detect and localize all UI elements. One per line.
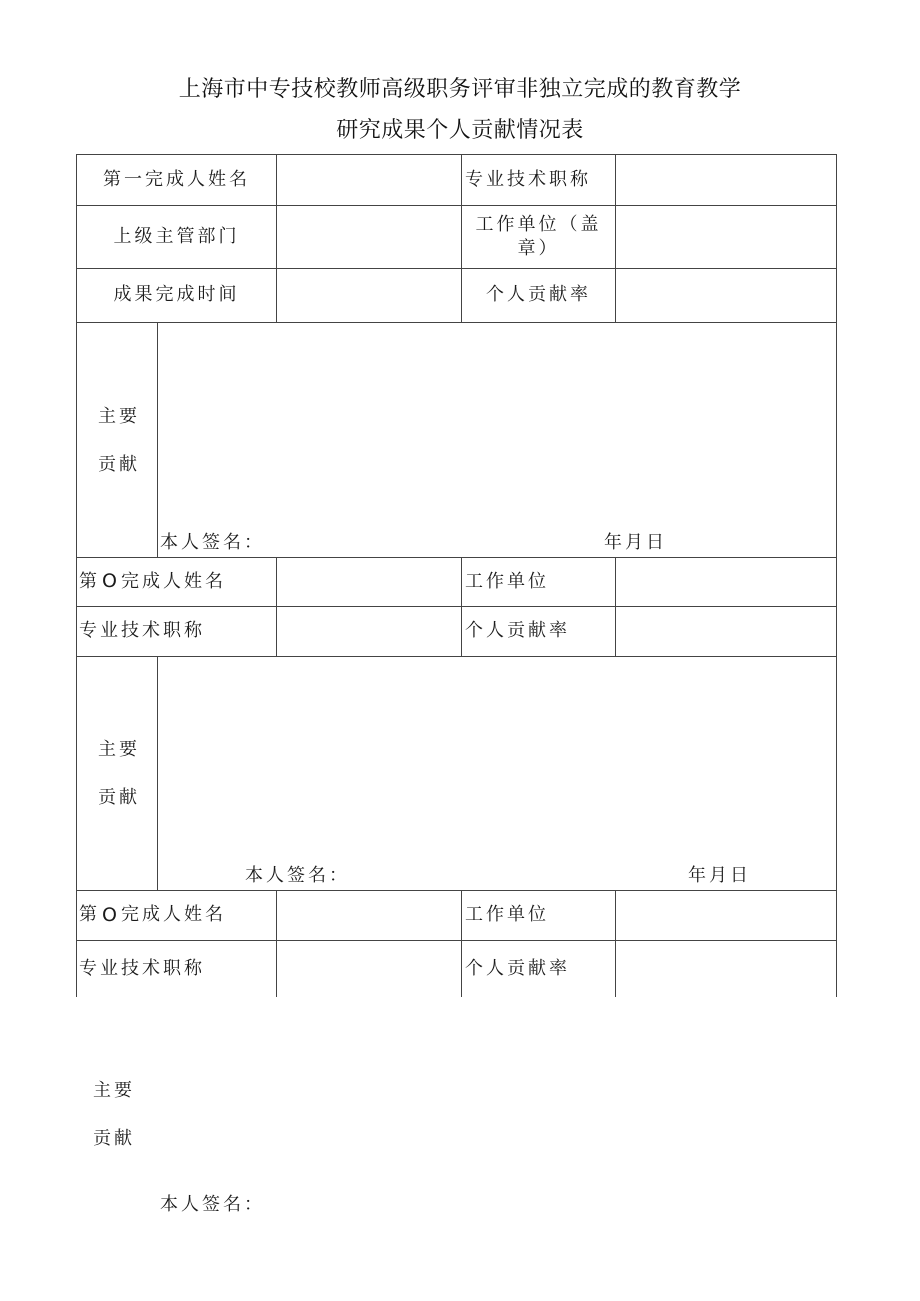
form-title-line1: 上海市中专技校教师高级职务评审非独立完成的教育教学	[178, 77, 742, 102]
third-contribution-label-line1: 主要	[93, 1080, 135, 1101]
third-work-unit-field[interactable]	[616, 891, 836, 940]
third-order-mark: O	[102, 903, 117, 926]
third-title-field[interactable]	[277, 941, 461, 997]
first-title-field[interactable]	[616, 155, 836, 205]
second-signature-label: 本人签名：	[245, 865, 350, 886]
completion-date-field[interactable]	[277, 269, 461, 322]
third-work-unit-label: 工作单位	[465, 904, 549, 926]
third-name-suffix: 完成人姓名	[120, 904, 226, 926]
third-contribution-label	[93, 1067, 135, 1163]
second-contribution-area[interactable]	[158, 657, 836, 857]
third-signature-label: 本人签名：	[160, 1194, 265, 1215]
work-unit-seal-label	[462, 206, 615, 268]
dept-field[interactable]	[277, 206, 461, 268]
first-contribution-label-line2: 贡献	[98, 454, 140, 475]
second-rate-field[interactable]	[616, 607, 836, 656]
second-name-suffix: 完成人姓名	[120, 570, 226, 592]
third-rate-label: 个人贡献率	[465, 957, 570, 979]
third-author-name-field[interactable]	[277, 891, 461, 940]
second-rate-label: 个人贡献率	[465, 620, 570, 642]
second-contribution-label	[98, 726, 140, 822]
second-title-label: 专业技术职称	[79, 620, 205, 642]
first-author-name-field[interactable]	[277, 155, 461, 205]
second-signature-date: 年月日	[688, 865, 751, 886]
form-title-line2: 研究成果个人贡献情况表	[336, 118, 584, 143]
first-contribution-area[interactable]	[158, 323, 836, 523]
third-contribution-label-line2: 贡献	[93, 1128, 135, 1149]
completion-date-label: 成果完成时间	[113, 284, 240, 306]
second-author-name-field[interactable]	[277, 558, 461, 606]
second-name-prefix: 第	[79, 570, 100, 592]
work-unit-seal-label-line1: 工作单位（盖	[475, 213, 602, 235]
first-author-name-label: 第一完成人姓名	[103, 168, 250, 190]
second-order-mark: O	[102, 570, 117, 593]
work-unit-seal-field[interactable]	[616, 206, 836, 268]
third-author-name-label	[79, 891, 276, 940]
third-title-label: 专业技术职称	[79, 957, 205, 979]
first-contribution-label-line1: 主要	[98, 406, 140, 427]
third-rate-field[interactable]	[616, 941, 836, 997]
first-contribution-label	[98, 393, 140, 489]
first-signature-date: 年月日	[604, 532, 667, 553]
dept-label: 上级主管部门	[113, 225, 240, 247]
work-unit-seal-label-line2: 章）	[517, 238, 560, 259]
second-title-field[interactable]	[277, 607, 461, 656]
second-contribution-label-line1: 主要	[98, 739, 140, 760]
third-name-prefix: 第	[79, 904, 100, 926]
second-contribution-label-line2: 贡献	[98, 787, 140, 808]
first-rate-field[interactable]	[616, 269, 836, 322]
first-rate-label: 个人贡献率	[486, 284, 591, 306]
first-signature-label: 本人签名：	[160, 532, 265, 553]
second-author-name-label	[79, 558, 276, 606]
second-work-unit-label: 工作单位	[465, 570, 549, 592]
second-work-unit-field[interactable]	[616, 558, 836, 606]
first-title-label: 专业技术职称	[465, 168, 591, 190]
